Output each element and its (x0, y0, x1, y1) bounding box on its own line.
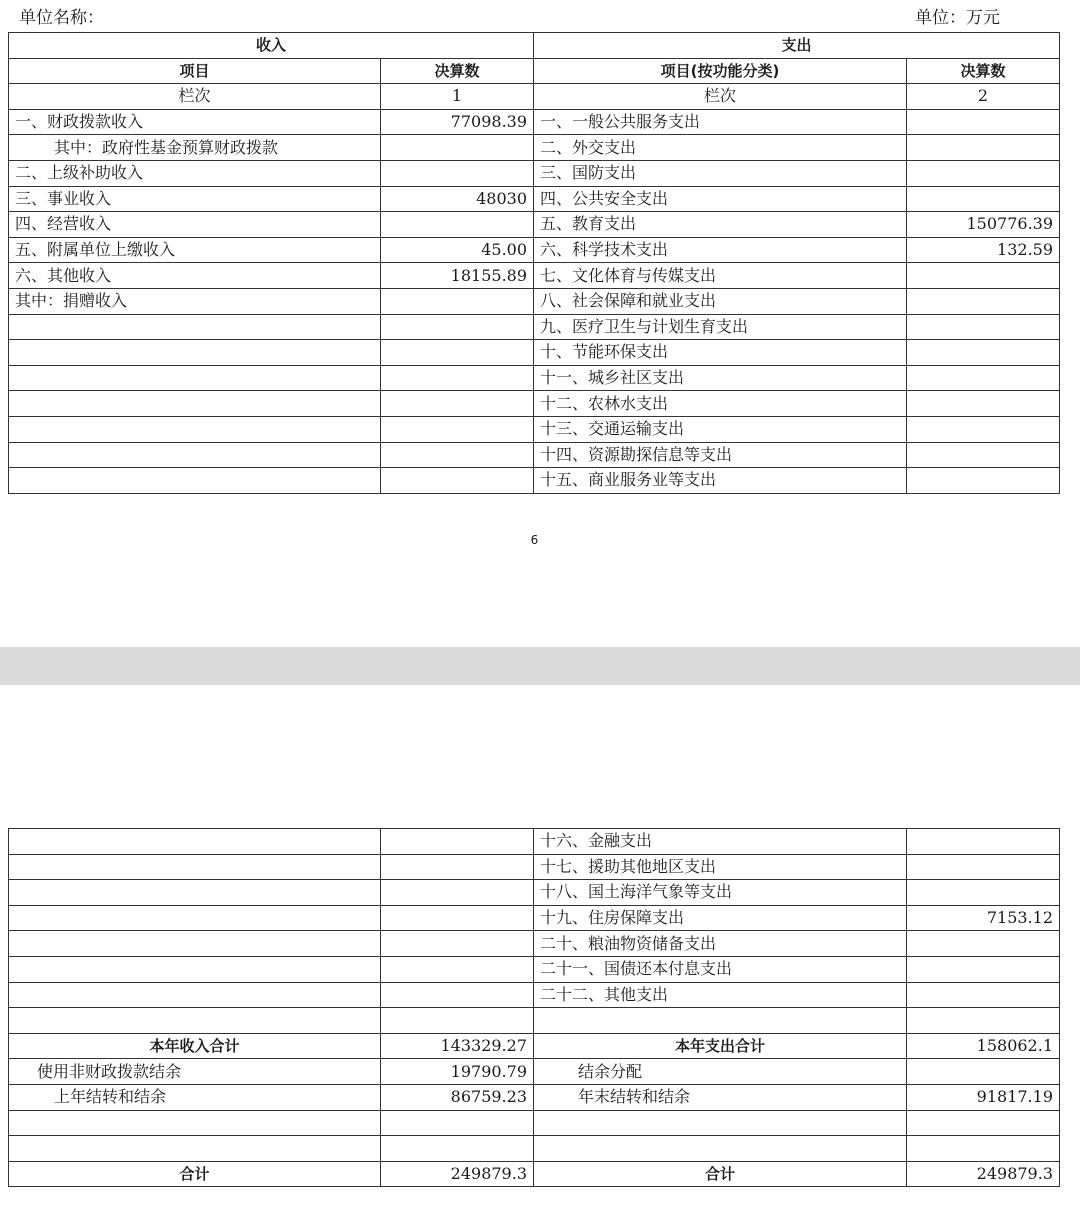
income-item (9, 956, 381, 982)
expense-item: 十九、住房保障支出 (534, 905, 907, 931)
income-amount: 19790.79 (381, 1059, 534, 1085)
income-item: 其中：政府性基金预算财政拨款 (9, 135, 381, 161)
income-item: 三、事业收入 (9, 186, 381, 212)
income-amount (381, 468, 534, 494)
income-item: 使用非财政拨款结余 (9, 1059, 381, 1085)
income-amount (381, 905, 534, 931)
expense-amount: 91817.19 (907, 1084, 1060, 1110)
expense-item: 七、文化体育与传媒支出 (534, 263, 907, 289)
table-row (9, 442, 1060, 468)
expense-amount (907, 931, 1060, 957)
income-item (9, 442, 381, 468)
col-number-2: 2 (907, 84, 1060, 110)
table-row (9, 237, 1060, 263)
table-row (9, 340, 1060, 366)
expense-item: 十、节能环保支出 (534, 340, 907, 366)
annual-expense-total-label: 本年支出合计 (534, 1033, 907, 1059)
income-item (9, 340, 381, 366)
income-item: 二、上级补助收入 (9, 160, 381, 186)
table-row (9, 109, 1060, 135)
expense-amount (907, 416, 1060, 442)
table-row (9, 263, 1060, 289)
row-label-left: 栏次 (9, 84, 381, 110)
expense-item (534, 1136, 907, 1162)
income-amount (381, 340, 534, 366)
income-item (9, 416, 381, 442)
expense-item: 十六、金融支出 (534, 829, 907, 855)
expense-item: 二十、粮油物资储备支出 (534, 931, 907, 957)
expense-item: 十四、资源勘探信息等支出 (534, 442, 907, 468)
income-amount: 77098.39 (381, 109, 534, 135)
table-section-header-row (9, 33, 1060, 59)
table-row (9, 1084, 1060, 1110)
table-row (9, 288, 1060, 314)
table-row (9, 212, 1060, 238)
expense-amount (907, 1008, 1060, 1034)
annual-expense-total-value: 158062.1 (907, 1033, 1060, 1059)
page-separator (0, 647, 1080, 685)
expense-item: 二十一、国债还本付息支出 (534, 956, 907, 982)
income-amount: 18155.89 (381, 263, 534, 289)
income-amount (381, 212, 534, 238)
income-amount (381, 1136, 534, 1162)
income-amount (381, 160, 534, 186)
expense-amount (907, 854, 1060, 880)
table-row (9, 905, 1060, 931)
table-row (9, 1008, 1060, 1034)
expense-amount (907, 109, 1060, 135)
expense-item: 十五、商业服务业等支出 (534, 468, 907, 494)
income-item (9, 1110, 381, 1136)
expense-item: 三、国防支出 (534, 160, 907, 186)
col-header-amount: 决算数 (381, 58, 534, 84)
expense-amount: 132.59 (907, 237, 1060, 263)
expense-amount (907, 160, 1060, 186)
table-row (9, 982, 1060, 1008)
income-amount (381, 314, 534, 340)
col-number-1: 1 (381, 84, 534, 110)
table-row (9, 1136, 1060, 1162)
grand-income-total-value: 249879.3 (381, 1161, 534, 1187)
table-row (9, 391, 1060, 417)
income-item (9, 365, 381, 391)
expense-item (534, 1008, 907, 1034)
income-amount: 86759.23 (381, 1084, 534, 1110)
income-amount (381, 416, 534, 442)
budget-table-page-1 (8, 32, 1060, 494)
income-item: 其中：捐赠收入 (9, 288, 381, 314)
expense-item: 一、一般公共服务支出 (534, 109, 907, 135)
table-row (9, 854, 1060, 880)
column-header-row (9, 58, 1060, 84)
income-amount (381, 982, 534, 1008)
income-amount (381, 956, 534, 982)
income-item (9, 880, 381, 906)
col-header-item: 项目 (9, 58, 381, 84)
income-item (9, 1008, 381, 1034)
expense-amount (907, 982, 1060, 1008)
expense-amount (907, 365, 1060, 391)
income-amount (381, 288, 534, 314)
income-amount: 45.00 (381, 237, 534, 263)
income-item (9, 829, 381, 855)
table-row (9, 416, 1060, 442)
income-item: 一、财政拨款收入 (9, 109, 381, 135)
income-amount (381, 1008, 534, 1034)
unit-label: 单位：万元 (915, 8, 1000, 28)
table-row (9, 468, 1060, 494)
income-item (9, 982, 381, 1008)
expense-amount (907, 314, 1060, 340)
expense-amount (907, 442, 1060, 468)
income-item (9, 468, 381, 494)
expense-item: 十二、农林水支出 (534, 391, 907, 417)
expense-amount (907, 340, 1060, 366)
income-amount (381, 442, 534, 468)
col-header-amount-2: 决算数 (907, 58, 1060, 84)
expense-item: 十七、援助其他地区支出 (534, 854, 907, 880)
row-label-right: 栏次 (534, 84, 907, 110)
income-amount (381, 365, 534, 391)
expense-amount (907, 1059, 1060, 1085)
income-amount (381, 854, 534, 880)
expense-amount (907, 829, 1060, 855)
income-amount (381, 1110, 534, 1136)
income-item (9, 1136, 381, 1162)
expense-amount: 7153.12 (907, 905, 1060, 931)
expense-amount (907, 1136, 1060, 1162)
expense-item: 二十二、其他支出 (534, 982, 907, 1008)
table-row (9, 314, 1060, 340)
income-item: 五、附属单位上缴收入 (9, 237, 381, 263)
income-amount (381, 135, 534, 161)
income-amount: 48030 (381, 186, 534, 212)
income-amount (381, 931, 534, 957)
expense-amount (907, 186, 1060, 212)
expense-item: 六、科学技术支出 (534, 237, 907, 263)
expense-item (534, 1110, 907, 1136)
unit-name-label: 单位名称： (19, 8, 104, 28)
expense-item: 四、公共安全支出 (534, 186, 907, 212)
expense-amount (907, 391, 1060, 417)
table-row (9, 135, 1060, 161)
expense-item: 十八、国土海洋气象等支出 (534, 880, 907, 906)
income-item (9, 905, 381, 931)
expense-amount (907, 880, 1060, 906)
grand-expense-total-value: 249879.3 (907, 1161, 1060, 1187)
income-item: 上年结转和结余 (9, 1084, 381, 1110)
table-row (9, 1059, 1060, 1085)
annual-income-total-value: 143329.27 (381, 1033, 534, 1059)
col-header-item-func: 项目(按功能分类) (534, 58, 907, 84)
grand-total-row (9, 1161, 1060, 1187)
column-number-row (9, 84, 1060, 110)
expense-amount: 150776.39 (907, 212, 1060, 238)
expense-item: 结余分配 (534, 1059, 907, 1085)
expense-amount (907, 1110, 1060, 1136)
expense-amount (907, 263, 1060, 289)
income-section-title: 收入 (9, 33, 534, 59)
expense-section-title: 支出 (534, 33, 1060, 59)
expense-item: 五、教育支出 (534, 212, 907, 238)
income-item (9, 931, 381, 957)
expense-amount (907, 288, 1060, 314)
expense-item: 十三、交通运输支出 (534, 416, 907, 442)
budget-table-page-2 (8, 828, 1060, 1187)
table-row (9, 365, 1060, 391)
page-number: 6 (530, 533, 539, 547)
income-item (9, 391, 381, 417)
table-row (9, 931, 1060, 957)
annual-total-row (9, 1033, 1060, 1059)
expense-amount (907, 135, 1060, 161)
table-row (9, 1110, 1060, 1136)
expense-item: 年末结转和结余 (534, 1084, 907, 1110)
expense-item: 十一、城乡社区支出 (534, 365, 907, 391)
grand-expense-total-label: 合计 (534, 1161, 907, 1187)
income-amount (381, 829, 534, 855)
table-row (9, 186, 1060, 212)
expense-amount (907, 956, 1060, 982)
expense-item: 八、社会保障和就业支出 (534, 288, 907, 314)
annual-income-total-label: 本年收入合计 (9, 1033, 381, 1059)
income-item: 四、经营收入 (9, 212, 381, 238)
income-amount (381, 880, 534, 906)
table-row (9, 880, 1060, 906)
expense-item: 二、外交支出 (534, 135, 907, 161)
income-item (9, 314, 381, 340)
table-row (9, 829, 1060, 855)
expense-amount (907, 468, 1060, 494)
table-row (9, 160, 1060, 186)
income-amount (381, 391, 534, 417)
grand-income-total-label: 合计 (9, 1161, 381, 1187)
table-row (9, 956, 1060, 982)
expense-item: 九、医疗卫生与计划生育支出 (534, 314, 907, 340)
income-item: 六、其他收入 (9, 263, 381, 289)
income-item (9, 854, 381, 880)
